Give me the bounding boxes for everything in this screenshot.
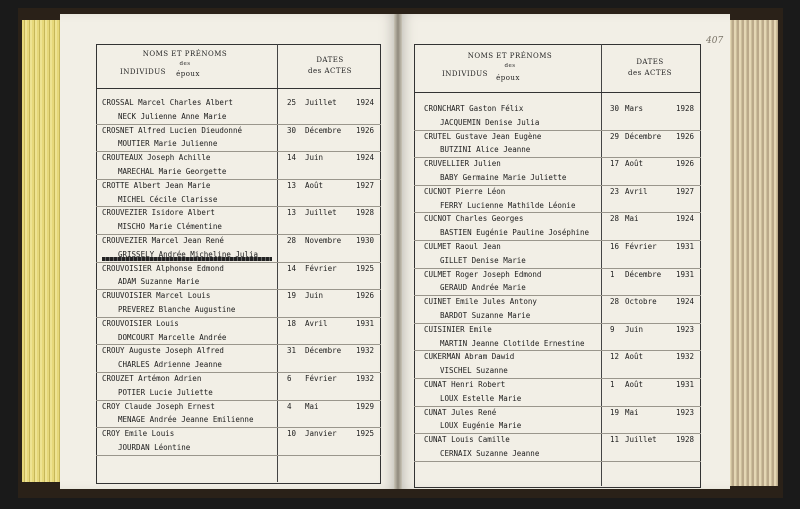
marriage-year: 1931 — [676, 269, 695, 279]
wife-name: GILLET Denise Marie — [440, 255, 526, 265]
entry-rule — [96, 124, 381, 125]
entry-rule — [96, 151, 381, 152]
marriage-year: 1924 — [676, 297, 695, 307]
marriage-day: 25 — [287, 98, 297, 107]
right-header-rule — [414, 92, 701, 93]
marriage-year: 1931 — [676, 242, 695, 251]
marriage-day: 4 — [287, 401, 292, 411]
marriage-day: 19 — [287, 291, 297, 301]
marriage-year: 1929 — [356, 401, 375, 411]
entry-rule — [414, 461, 701, 462]
entry-rule — [414, 406, 701, 407]
marriage-day: 28 — [610, 214, 620, 224]
marriage-day: 6 — [287, 374, 292, 383]
left-header-individus: INDIVIDUS — [120, 68, 166, 76]
entry-rule — [414, 240, 701, 241]
marriage-month: Novembre — [305, 236, 342, 245]
left-header-dates: DATES — [316, 56, 344, 64]
husband-name: CUKERMAN Abram Dawid — [424, 352, 515, 362]
marriage-year: 1928 — [676, 104, 695, 113]
wife-name: BASTIEN Eugénie Pauline Joséphine — [440, 228, 590, 238]
entry-rule — [96, 344, 381, 345]
marriage-day: 10 — [287, 429, 297, 439]
husband-name: CRUUVOISIER Marcel Louis — [102, 291, 211, 301]
husband-name: CUISINIER Emile — [424, 324, 492, 334]
marriage-month: Février — [305, 374, 337, 383]
husband-name: CROUTEAUX Joseph Achille — [102, 153, 211, 163]
marriage-month: Juillet — [625, 435, 657, 445]
marriage-year: 1923 — [676, 324, 695, 334]
wife-name: MARECHAL Marie Georgette — [118, 167, 227, 176]
marriage-month: Mai — [625, 407, 639, 417]
entry-rule — [414, 378, 701, 379]
marriage-year: 1931 — [676, 380, 695, 389]
entry-rule — [414, 323, 701, 324]
wife-name: CERNAIX Suzanne Jeanne — [440, 449, 540, 458]
wife-name: VISCHEL Suzanne — [440, 366, 508, 376]
wife-name: GERAUD Andrée Marie — [440, 283, 526, 293]
entry-rule — [414, 433, 701, 434]
entry-rule — [414, 268, 701, 269]
wife-name: MICHEL Cécile Clarisse — [118, 194, 218, 204]
marriage-month: Avril — [305, 318, 328, 328]
marriage-day: 11 — [610, 435, 620, 445]
marriage-day: 9 — [610, 324, 615, 334]
marriage-year: 1928 — [676, 435, 695, 445]
entry-rule — [96, 372, 381, 373]
husband-name: CROSNET Alfred Lucien Dieudonné — [102, 125, 242, 135]
husband-name: CUNAT Louis Camille — [424, 435, 510, 445]
right-header-dates: DATES — [636, 58, 664, 66]
husband-name: CROUVOISIER Louis — [102, 318, 179, 328]
husband-name: CROTTE Albert Jean Marie — [102, 180, 211, 190]
marriage-year: 1932 — [356, 346, 375, 356]
marriage-month: Mai — [625, 214, 639, 224]
husband-name: CROY Emile Louis — [102, 429, 175, 439]
marriage-month: Janvier — [305, 429, 337, 439]
wife-name: BABY Germaine Marie Juliette — [440, 173, 567, 182]
marriage-year: 1932 — [676, 352, 695, 362]
husband-name: CUNAT Jules René — [424, 407, 497, 417]
entry-rule — [414, 350, 701, 351]
husband-name: CULMET Raoul Jean — [424, 242, 501, 251]
marriage-month: Juin — [625, 324, 644, 334]
marriage-day: 1 — [610, 380, 615, 389]
entry-rule — [96, 289, 381, 290]
left-header-names: NOMS ET PRÉNOMS — [142, 50, 228, 58]
entry-rule — [96, 234, 381, 235]
marriage-month: Décembre — [305, 125, 342, 135]
right-header-individus: INDIVIDUS — [442, 70, 488, 78]
marriage-month: Avril — [625, 186, 648, 196]
marriage-day: 28 — [287, 236, 297, 245]
marriage-year: 1923 — [676, 407, 695, 417]
marriage-month: Juin — [305, 153, 324, 163]
husband-name: CRUVELLIER Julien — [424, 159, 501, 169]
wife-name: LOUX Estelle Marie — [440, 393, 522, 403]
left-header-epoux: époux — [176, 70, 200, 78]
right-column-divider — [601, 44, 602, 486]
wife-name: GRISSELY Andrée Micheline Julia — [118, 249, 258, 259]
right-header-des: des — [504, 63, 516, 69]
wife-name: PREVEREZ Blanche Augustine — [118, 305, 236, 314]
wife-name: ADAM Suzanne Marie — [118, 277, 200, 287]
marriage-month: Juillet — [305, 98, 337, 107]
marriage-day: 18 — [287, 318, 297, 328]
entry-rule — [414, 185, 701, 186]
wife-name: MENAGE Andrée Jeanne Emilienne — [118, 415, 254, 425]
marriage-year: 1932 — [356, 374, 375, 383]
husband-name: CROUVEZIER Marcel Jean René — [102, 236, 224, 245]
husband-name: CUCNOT Pierre Léon — [424, 186, 506, 196]
husband-name: CROUVEZIER Isidore Albert — [102, 208, 215, 218]
marriage-day: 19 — [610, 407, 620, 417]
marriage-day: 30 — [610, 104, 620, 113]
marriage-month: Juillet — [305, 208, 337, 218]
marriage-month: Décembre — [305, 346, 342, 356]
marriage-day: 17 — [610, 159, 620, 169]
wife-name: DOMCOURT Marcelle Andrée — [118, 332, 227, 342]
wife-name: JACQUEMIN Denise Julia — [440, 117, 540, 127]
marriage-month: Août — [625, 352, 644, 362]
husband-name: CROSSAL Marcel Charles Albert — [102, 98, 233, 107]
marriage-day: 28 — [610, 297, 620, 307]
wife-name: BUTZINI Alice Jeanne — [440, 145, 531, 155]
marriage-year: 1930 — [356, 236, 375, 245]
husband-name: CROUZET Artémon Adrien — [102, 374, 202, 383]
marriage-day: 16 — [610, 242, 620, 251]
marriage-day: 1 — [610, 269, 615, 279]
marriage-month: Août — [625, 380, 644, 389]
husband-name: CUCNOT Charles Georges — [424, 214, 524, 224]
marriage-month: Décembre — [625, 131, 662, 141]
husband-name: CROY Claude Joseph Ernest — [102, 401, 215, 411]
husband-name: CRUTEL Gustave Jean Eugène — [424, 131, 542, 141]
marriage-day: 14 — [287, 153, 297, 163]
book-gutter — [394, 14, 402, 489]
wife-name: FERRY Lucienne Mathilde Léonie — [440, 200, 576, 210]
marriage-year: 1925 — [356, 429, 375, 439]
left-header-rule — [96, 88, 381, 89]
marriage-year: 1926 — [676, 131, 695, 141]
entry-rule — [96, 206, 381, 207]
marriage-year: 1927 — [676, 186, 695, 196]
marriage-day: 31 — [287, 346, 297, 356]
marriage-year: 1925 — [356, 263, 375, 273]
left-header-des-actes: des ACTES — [308, 67, 352, 75]
wife-name: CHARLES Adrienne Jeanne — [118, 360, 222, 370]
marriage-month: Août — [305, 180, 324, 190]
marriage-year: 1924 — [356, 153, 375, 163]
husband-name: CUINET Emile Jules Antony — [424, 297, 537, 307]
entry-rule — [96, 179, 381, 180]
husband-name: CROUY Auguste Joseph Alfred — [102, 346, 224, 356]
marriage-year: 1924 — [676, 214, 695, 224]
page-number: 407 — [706, 36, 724, 46]
wife-name: LOUX Eugénie Marie — [440, 421, 522, 431]
marriage-month: Mai — [305, 401, 319, 411]
marriage-month: Août — [625, 159, 644, 169]
wife-name: NECK Julienne Anne Marie — [118, 111, 227, 121]
marriage-year: 1926 — [676, 159, 695, 169]
marriage-month: Décembre — [625, 269, 662, 279]
marriage-day: 13 — [287, 180, 297, 190]
entry-rule — [96, 262, 381, 263]
right-header-des-actes: des ACTES — [628, 69, 672, 77]
wife-name: MARTIN Jeanne Clotilde Ernestine — [440, 338, 585, 348]
marriage-day: 23 — [610, 186, 620, 196]
marriage-month: Octobre — [625, 297, 657, 307]
husband-name: CUNAT Henri Robert — [424, 380, 506, 389]
left-header-des: des — [179, 61, 191, 67]
entry-rule — [96, 317, 381, 318]
wife-name: POTIER Lucie Juliette — [118, 387, 213, 397]
marriage-year: 1928 — [356, 208, 375, 218]
marriage-day: 12 — [610, 352, 620, 362]
entry-rule — [414, 130, 701, 131]
wife-name: MOUTIER Marie Julienne — [118, 139, 218, 149]
marriage-year: 1927 — [356, 180, 375, 190]
left-column-divider — [277, 44, 278, 482]
wife-name: JOURDAN Léontine — [118, 443, 191, 452]
marriage-year: 1926 — [356, 291, 375, 301]
marriage-day: 13 — [287, 208, 297, 218]
marriage-year: 1931 — [356, 318, 375, 328]
marriage-day: 14 — [287, 263, 297, 273]
marriage-month: Mars — [625, 104, 644, 113]
marriage-year: 1924 — [356, 98, 375, 107]
marriage-month: Juin — [305, 291, 324, 301]
entry-rule — [96, 400, 381, 401]
page-edges-right — [722, 20, 778, 486]
marriage-year: 1926 — [356, 125, 375, 135]
entry-rule — [414, 212, 701, 213]
entry-rule — [96, 427, 381, 428]
wife-name: MISCHO Marie Clémentine — [118, 222, 222, 232]
entry-rule — [414, 157, 701, 158]
husband-name: CROUVOISIER Alphonse Edmond — [102, 263, 224, 273]
husband-name: CULMET Roger Joseph Edmond — [424, 269, 542, 279]
marriage-day: 30 — [287, 125, 297, 135]
marriage-month: Février — [625, 242, 657, 251]
wife-name: BARDOT Suzanne Marie — [440, 311, 531, 320]
husband-name: CRONCHART Gaston Félix — [424, 104, 524, 113]
entry-rule — [96, 455, 381, 456]
right-header-names: NOMS ET PRÉNOMS — [467, 52, 553, 60]
right-header-epoux: époux — [496, 74, 520, 82]
marriage-month: Février — [305, 263, 337, 273]
marriage-day: 29 — [610, 131, 620, 141]
entry-rule — [414, 295, 701, 296]
